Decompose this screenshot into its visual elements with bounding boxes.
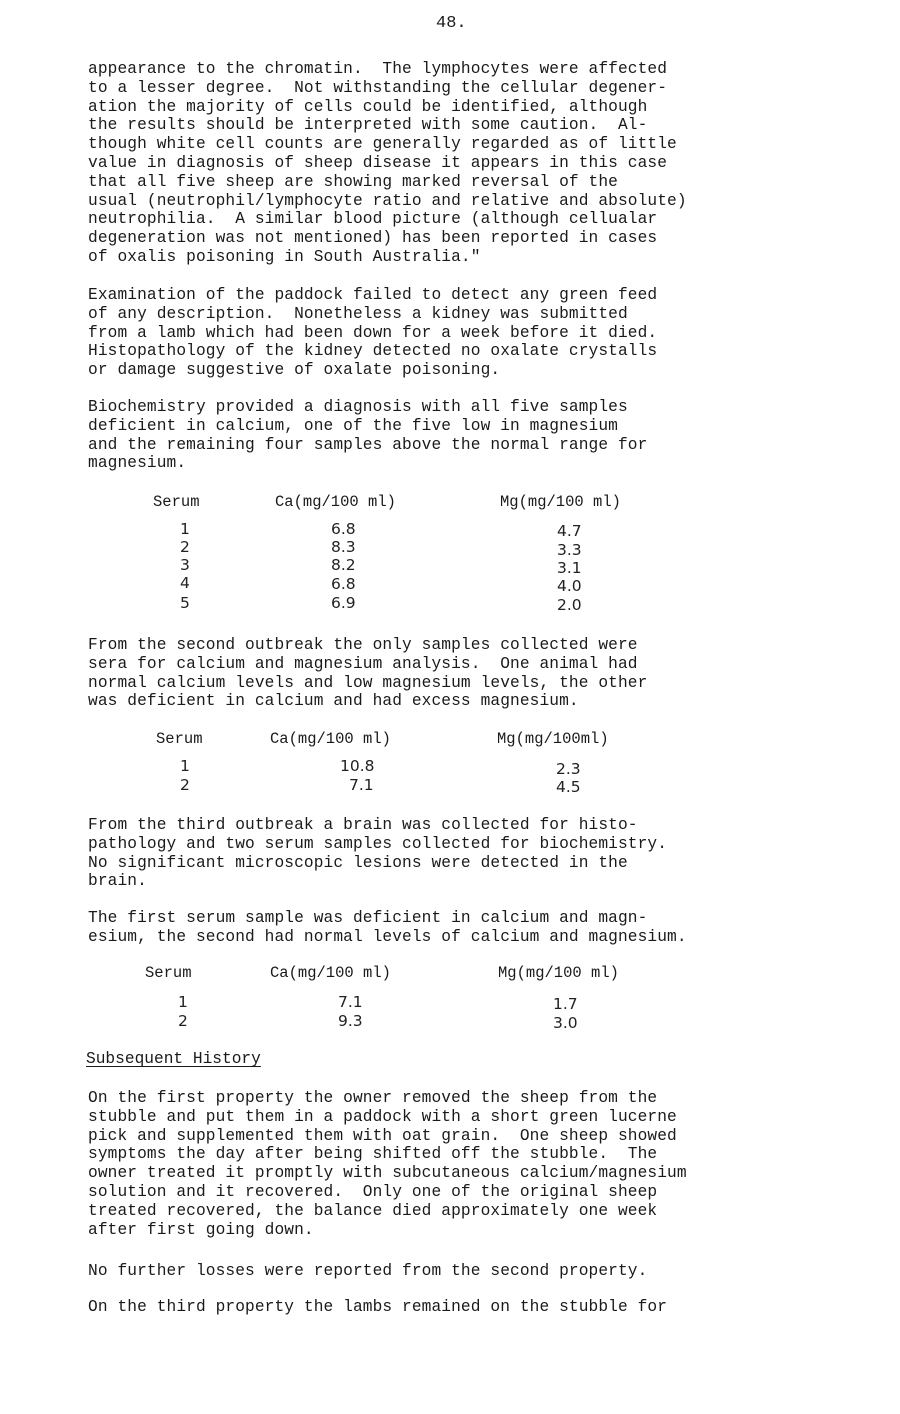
text-line: Biochemistry provided a diagnosis with all five samples (88, 398, 628, 416)
table-cell: 4 (180, 574, 190, 592)
table-cell: 2 (180, 538, 190, 556)
text-line: owner treated it promptly with subcutaneous calcium/magnesium (88, 1164, 687, 1183)
paragraph-biochemistry (88, 398, 647, 473)
table-header-mg: Mg(mg/100 ml) (498, 964, 619, 982)
table-cell: 1 (180, 757, 190, 775)
text-line: pathology and two serum samples collected for biochemistry. (88, 834, 668, 853)
text-line: that all five sheep are showing marked reversal of the (88, 172, 618, 191)
table-cell: 2.0 (557, 596, 582, 614)
text-line: the results should be interpreted with some caution. Al- (88, 116, 648, 135)
paragraph-first-serum-sample (88, 909, 687, 947)
text-line: normal calcium levels and low magnesium levels, the other (88, 673, 648, 692)
table-header-serum: Serum (156, 730, 203, 748)
text-line: Examination of the paddock failed to detect any green feed (88, 286, 658, 304)
text-line: On the third property the lambs remained on the stubble for (88, 1298, 668, 1316)
table-cell: 6.8 (331, 520, 356, 538)
table-cell: 1.7 (553, 995, 578, 1013)
table-cell: 3.0 (553, 1014, 578, 1032)
text-line: symptoms the day after being shifted off the stubble. The (88, 1145, 658, 1164)
table-header-mg: Mg(mg/100ml) (497, 730, 609, 748)
table-cell: 4.5 (556, 778, 581, 796)
table-cell: 8.3 (331, 538, 356, 556)
table-header-ca: Ca(mg/100 ml) (275, 493, 396, 511)
paragraph-blood-picture (88, 60, 687, 267)
text-line: On the first property the owner removed the sheep from the (88, 1089, 658, 1107)
table-cell: 2 (180, 776, 190, 794)
table-cell: 3 (180, 556, 190, 574)
text-line: From the third outbreak a brain was collected for histo- (88, 816, 638, 834)
table-cell: 8.2 (331, 556, 356, 574)
text-line: The first serum sample was deficient in calcium and magn- (88, 909, 648, 927)
text-line: No further losses were reported from the second property. (88, 1262, 648, 1280)
text-line: neutrophilia. A similar blood picture (although cellualar (88, 210, 658, 229)
text-line: appearance to the chromatin. The lymphocytes were affected (88, 60, 668, 78)
table-cell: 9.3 (338, 1012, 363, 1030)
paragraph-paddock-examination (88, 286, 657, 380)
text-line: brain. (88, 872, 147, 891)
paragraph-second-property (88, 1262, 647, 1281)
table-cell: 4.0 (557, 577, 582, 595)
text-line: magnesium. (88, 454, 187, 473)
table-cell: 2 (178, 1012, 188, 1030)
table-header-ca: Ca(mg/100 ml) (270, 730, 391, 748)
paragraph-third-property (88, 1298, 667, 1317)
text-line: from a lamb which had been down for a week before it died. (88, 323, 658, 342)
table-header-serum: Serum (153, 493, 200, 511)
table-cell: 1 (180, 520, 190, 538)
table-cell: 3.3 (557, 541, 582, 559)
table-header-serum: Serum (145, 964, 192, 982)
paragraph-first-property (88, 1089, 687, 1239)
paragraph-third-outbreak (88, 816, 667, 891)
paragraph-second-outbreak (88, 636, 647, 711)
text-line: of oxalis poisoning in South Australia." (88, 247, 481, 266)
text-line: No significant microscopic lesions were detected in the (88, 853, 628, 872)
text-line: pick and supplemented them with oat grain. One sheep showed (88, 1126, 677, 1145)
text-line: though white cell counts are generally regarded as of little (88, 135, 677, 154)
text-line: ation the majority of cells could be identified, although (88, 97, 648, 116)
text-line: and the remaining four samples above the normal range for (88, 435, 648, 454)
text-line: treated recovered, the balance died approximately one week (88, 1201, 658, 1220)
table-header-mg: Mg(mg/100 ml) (500, 493, 621, 511)
text-line: esium, the second had normal levels of calcium and magnesium. (88, 927, 687, 946)
text-line: deficient in calcium, one of the five low in magnesium (88, 416, 618, 435)
text-line: sera for calcium and magnesium analysis. One animal had (88, 654, 638, 673)
page-number: 48. (436, 14, 467, 33)
table-cell: 1 (178, 993, 188, 1011)
text-line: to a lesser degree. Not withstanding the cellular degener- (88, 78, 668, 97)
text-line: Histopathology of the kidney detected no oxalate crystalls (88, 342, 658, 361)
table-cell: 7.1 (338, 993, 363, 1011)
table-cell: 10.8 (340, 757, 375, 775)
section-heading-subsequent-history: Subsequent History (86, 1050, 261, 1068)
text-line: or damage suggestive of oxalate poisoning. (88, 361, 501, 380)
table-cell: 3.1 (557, 559, 582, 577)
table-cell: 4.7 (557, 522, 582, 540)
table-header-ca: Ca(mg/100 ml) (270, 964, 391, 982)
text-line: was deficient in calcium and had excess magnesium. (88, 692, 579, 711)
table-cell: 6.8 (331, 575, 356, 593)
table-cell: 5 (180, 594, 190, 612)
table-cell: 6.9 (331, 594, 356, 612)
text-line: of any description. Nonetheless a kidney was submitted (88, 304, 628, 323)
text-line: after first going down. (88, 1220, 314, 1239)
text-line: From the second outbreak the only samples collected were (88, 636, 638, 654)
table-cell: 7.1 (349, 776, 374, 794)
text-line: solution and it recovered. Only one of the original sheep (88, 1182, 658, 1201)
text-line: stubble and put them in a paddock with a short green lucerne (88, 1107, 677, 1126)
table-cell: 2.3 (556, 760, 581, 778)
text-line: degeneration was not mentioned) has been reported in cases (88, 229, 658, 248)
text-line: value in diagnosis of sheep disease it appears in this case (88, 153, 668, 172)
text-line: usual (neutrophil/lymphocyte ratio and relative and absolute) (88, 191, 687, 210)
